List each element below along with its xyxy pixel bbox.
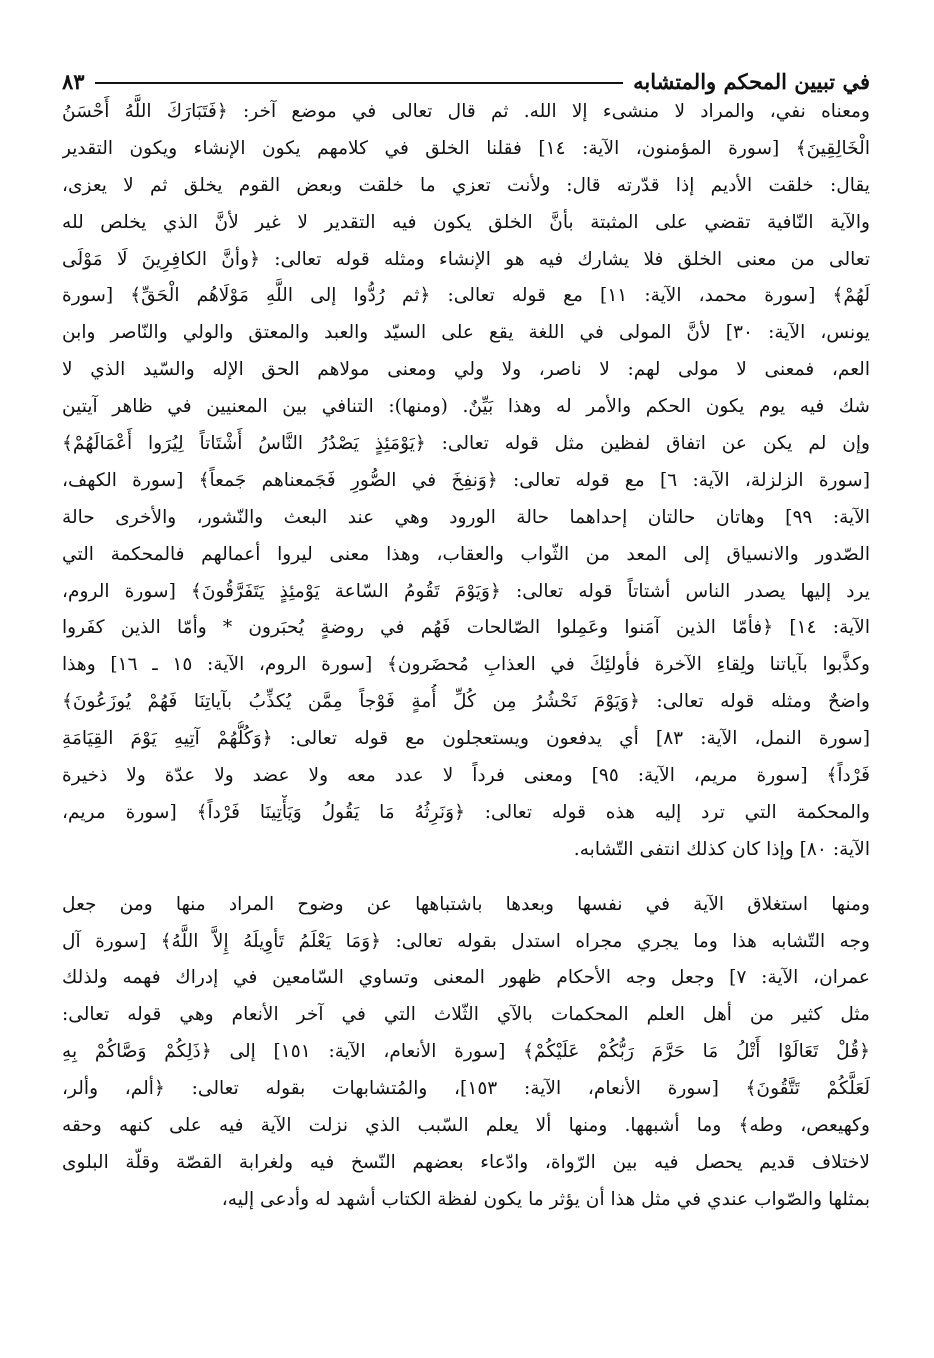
body-text xyxy=(62,94,870,1219)
text-line: يرد إليها يصدر الناس أشتاتاً قوله تعالى: ﴿وَيَوْمَ تَقُومُ السّاعة يَوْمئِذٍ يَتَفَرَّقُونَ﴾ [سورة الروم، xyxy=(62,580,870,602)
text-line: لَهُمْ﴾ [سورة محمد، الآية: ١١] مع قوله تعالى: ﴿ثم رُدُّوا إلى اللَّهِ مَوْلَاهُم الْحَقِّ﴾ [سورة xyxy=(62,285,870,307)
page-number: ٨٣ xyxy=(62,69,85,94)
text-line: الآية: ٨٠] وإذا كان كذلك انتفى التّشابه. xyxy=(573,838,870,860)
text-line: [سورة النمل، الآية: ٨٣] أي يدفعون ويستعجلون مع قوله تعالى: ﴿وَكُلُّهُمْ آتِيهِ يَوْمَ القِيَامَةِ xyxy=(62,728,870,750)
text-line: والآية النّافية تقضي على المثبتة بأنَّ الخلق يكون فيه التقدير لا غير لأنَّ الذي يخلص لله xyxy=(62,211,870,233)
text-line: والمحكمة التي ترد إليه هذه قوله تعالى: ﴿وَنَرِثُهُ مَا يَقُولُ وَيَأْتِينَا فَرْداً﴾ [سورة مريم، xyxy=(62,801,870,823)
text-line: واضحٌ ومثله قوله تعالى: ﴿وَيَوْمَ نَحْشُرُ مِن كُلِّ أُمةٍ فَوْجاً مِمَّن يُكذِّبُ بآياتِنَا فَهُمْ يُوزَعُونَ﴾ xyxy=(62,691,870,713)
text-line: ومنها استغلاق الآية في نفسها وبعدها باشتباهها عن وضوح المراد منها ومن جعل xyxy=(62,893,870,915)
paragraph xyxy=(62,887,870,1219)
running-header xyxy=(62,52,870,94)
text-line: [سورة الزلزلة، الآية: ٦] مع قوله تعالى: ﴿وَنفِخَ في الصُّورِ فَجَمعناهم جَمعاً﴾ [سورة الكهف، xyxy=(62,469,870,491)
text-line: لَعَلَّكُمْ تَتَّقُونَ﴾ [سورة الأنعام، الآية: ١٥٣]، والمُتشابهات بقوله تعالى: ﴿ألم، وألر، xyxy=(62,1078,870,1100)
text-line: فَرْداً﴾ [سورة مريم، الآية: ٩٥] ومعنى فرداً لا عدد معه ولا عضد ولا عدّة ولا ذخيرة xyxy=(62,765,870,787)
text-line: تعالى من معنى الخلق فلا يشارك فيه هو الإنشاء ومثله قوله تعالى: ﴿وأنَّ الكافِرِينَ لَا مَوْلَى xyxy=(62,248,870,270)
book-page xyxy=(62,52,870,1219)
text-line: وكذَّبوا بآياتنا ولِقاءِ الآخرة فأولئِكَ في العذابِ مُحضَرون﴾ [سورة الروم، الآية: ١٥ ـ ١٦] وهذا xyxy=(62,654,870,676)
header-rule xyxy=(95,82,624,84)
text-line: ﴿قُلْ تَعَالَوْا أَتْلُ مَا حَرَّمَ رَبُّكُمْ عَلَيْكُمْ﴾ [سورة الأنعام، الآية: ١٥١] إلى ﴿ذَلِكُمْ وَصَّاكُمْ بِهِ xyxy=(62,1041,870,1063)
text-line: بمثلها والصّواب عندي في مثل هذا أن يؤثر ما يكون لفظة الكتاب أشهد له وأدعى إليه، xyxy=(221,1188,870,1210)
text-line: مثل كثير من أهل العلم المحكمات بالآي الثّلاث التي في آخر الأنعام وهي قوله تعالى: xyxy=(62,1004,870,1026)
text-line: يقال: خلقت الأديم إذا قدّرته قال: ولأنت تعزي ما خلقت وبعض القوم يخلق ثم لا يعزى، xyxy=(62,174,870,196)
text-line: ومعناه نفي، والمراد لا منشىء إلا الله. ثم قال تعالى في موضع آخر: ﴿فَتَبَارَكَ اللَّهُ أَحْسَنُ xyxy=(62,101,870,122)
text-line: الآية: ٩٩] وهاتان حالتان إحداهما حالة الورود وهي عند البعث والنّشور، والأخرى حالة xyxy=(62,506,870,528)
text-line: العم، فمعنى لا مولى لهم: لا ناصر، ولا ولي ومعنى مولاهم الحق الإله والسّيد الذي لا xyxy=(62,359,870,381)
text-line: الْخَالِقِينَ﴾ [سورة المؤمنون، الآية: ١٤] فقلنا الخلق في كلامهم يكون الإنشاء ويكون التقدير xyxy=(62,137,870,159)
paragraph xyxy=(62,94,870,869)
text-line: وكهيعص، وطه﴾ وما أشبهها. ومنها ألا يعلم السّبب الذي نزلت الآية فيه على كنهه وحقه xyxy=(62,1115,870,1137)
text-line: وإن لم يكن عن اتفاق لفظين مثل قوله تعالى: ﴿يَوْمَئِذٍ يَصْدُرُ النَّاسُ أَشْتَاتاً لِيُرَوا أَعْمَالَهُمْ﴾ xyxy=(62,433,870,455)
text-line: شك فيه يوم يكون الحكم والأمر له وهذا بَيِّنٌ. (ومنها): التنافي بين المعنيين في ظاهر آيتين xyxy=(62,396,870,418)
text-line: الصّدور والانسياق إلى المعد من الثّواب والعقاب، وهذا معنى ليروا أعمالهم فالمحكمة التي xyxy=(62,543,870,565)
text-line: الآية: ١٤] ﴿فأمّا الذين آمَنوا وعَمِلوا الصّالحات فَهُم في روضةٍ يُحبَرون * وأمّا الذين كفَروا xyxy=(62,617,870,639)
text-line: يونس، الآية: ٣٠] لأنَّ المولى في اللغة يقع على السيّد والعبد والمعتق والولي والنّاصر وابن xyxy=(62,322,870,344)
text-line: عمران، الآية: ٧] وجعل وجه الأحكام ظهور المعنى وتساوي السّامعين في إدراك فهمه ولذلك xyxy=(62,967,870,989)
text-line: وجه التّشابه هذا وما يجري مجراه استدل بقوله تعالى: ﴿وَمَا يَعْلَمُ تَأوِيلَهُ إِلاَّ اللَّهُ﴾ [سورة آل xyxy=(62,930,870,952)
text-line: لاختلاف قديم يحصل فيه بين الرّواة، وادّعاء بعضهم النّسخ فيه ولغرابة القصّة وقلّة البلوى xyxy=(62,1151,870,1173)
chapter-title: في تبيين المحكم والمتشابه xyxy=(633,69,870,94)
